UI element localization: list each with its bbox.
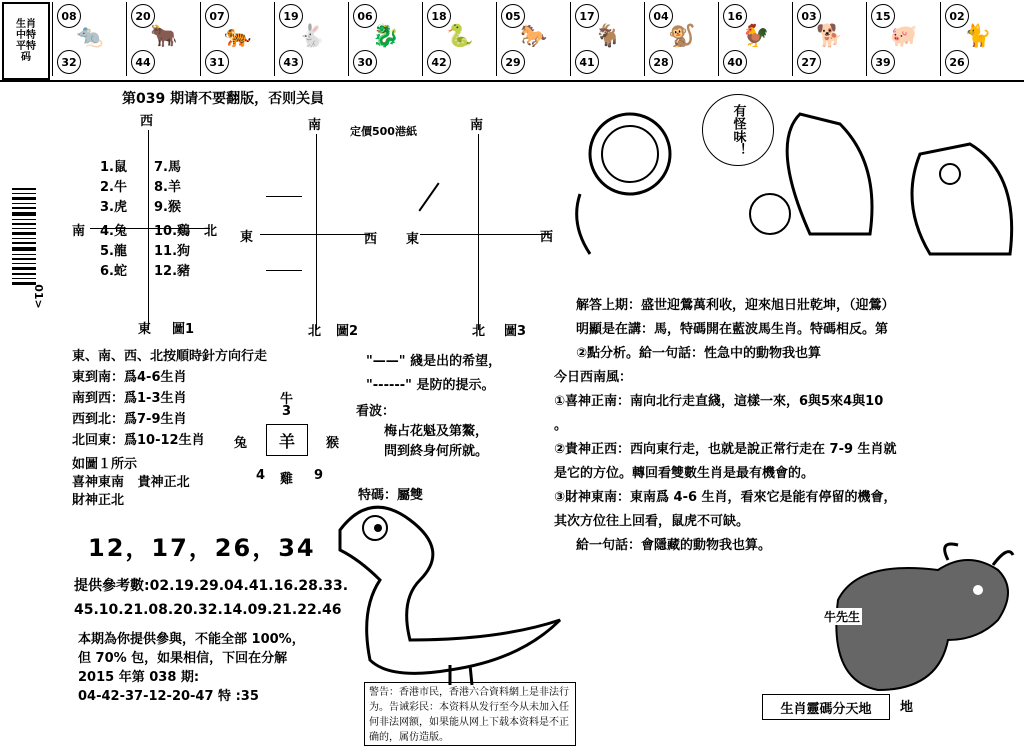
barcode xyxy=(8,186,45,316)
brand-logo xyxy=(2,2,50,80)
horse-icon: 🐎 xyxy=(520,24,548,49)
footer-tail: 地 xyxy=(900,700,914,715)
zodiac-number-bottom: 32 xyxy=(57,50,81,74)
diagram3-left: 東 xyxy=(406,232,420,247)
promo-line: 本期為你提供參與，不能全部 100%， xyxy=(78,632,305,647)
rat-icon: 🐀 xyxy=(76,24,104,49)
dog-icon: 🐕 xyxy=(816,24,844,49)
zodiac-number-bottom: 30 xyxy=(353,50,377,74)
zodiac-header-strip xyxy=(0,0,1024,82)
legend-dashed: "------" 是防的提示。 xyxy=(366,378,495,393)
rule-line: 西到北：爲7-9生肖 xyxy=(72,412,187,427)
warning-box: 警告：香港市民，香港六合資料網上是非法行为。告诫彩民：本资料从发行至今从未加入任何非法网额，如果能从网上下载本资料是不正确的，属仿造版。 xyxy=(364,682,576,746)
analysis-line: 今日西南風： xyxy=(554,370,633,385)
analysis-line: 。 xyxy=(554,418,568,433)
diagram2-caption: 圖2 xyxy=(336,324,359,339)
zodiac-cell xyxy=(792,2,867,76)
as-figure-block xyxy=(72,456,190,510)
cross-bottom: 雞 xyxy=(280,472,294,487)
zodiac-cell xyxy=(866,2,941,76)
diagram1-caption: 圖1 xyxy=(172,322,195,337)
zodiac-cell xyxy=(570,2,645,76)
analysis-line: 解答上期：盛世迎鶯萬利收，迎來旭日壯乾坤，（迎鶯） xyxy=(576,298,895,313)
brand-text-1: 生肖 xyxy=(16,19,36,30)
zodiac-label: 6.蛇 xyxy=(100,264,127,279)
cross-left: 兔 xyxy=(234,436,248,451)
diagram1-bottom: 東 xyxy=(138,322,152,337)
poem-label: 看波： xyxy=(356,404,396,419)
zodiac-number-bottom: 28 xyxy=(649,50,673,74)
brand-text-3: 平特 xyxy=(16,41,36,52)
last-issue-label: 2015 年第 038 期: xyxy=(78,670,200,685)
joy-god: 喜神東南 xyxy=(72,475,125,490)
zodiac-cell xyxy=(348,2,423,76)
analysis-line: ③財神東南：東南爲 4-6 生肖，看來它是能有停留的機會， xyxy=(554,490,897,505)
zodiac-cell xyxy=(496,2,571,76)
zodiac-number-bottom: 44 xyxy=(131,50,155,74)
diagram-1 xyxy=(70,110,240,340)
promo-block xyxy=(78,630,305,706)
poem-line: 問到終身何所就。 xyxy=(384,444,489,459)
zodiac-label: 5.龍 xyxy=(100,244,127,259)
zodiac-label: 2.牛 xyxy=(100,180,127,195)
as-figure-label: 如圖１所示 xyxy=(72,457,138,472)
diagram1-right: 北 xyxy=(204,224,218,239)
price-label: 定價500港紙 xyxy=(350,125,417,138)
zodiac-number-bottom: 43 xyxy=(279,50,303,74)
pig-icon: 🐖 xyxy=(890,24,918,49)
zodiac-number-bottom: 40 xyxy=(723,50,747,74)
zodiac-number-bottom: 41 xyxy=(575,50,599,74)
analysis-line: ①喜神正南：南向北行走直綫，這樣一來，6與5來4與10 xyxy=(554,394,884,409)
speech-bubble-text: 有怪味！ xyxy=(730,104,746,156)
diagram3-bottom: 北 xyxy=(472,324,486,339)
zodiac-number-top: 08 xyxy=(57,4,81,28)
rooster-icon: 🐓 xyxy=(742,24,770,49)
legend-solid: "——" 綫是出的希望， xyxy=(366,354,502,369)
rule-line: 東、南、西、北按順時針方向行走 xyxy=(72,349,268,364)
diagram2-bottom: 北 xyxy=(308,324,322,339)
zodiac-number-bottom: 39 xyxy=(871,50,895,74)
zodiac-cell xyxy=(718,2,793,76)
cat-icon: 🐈 xyxy=(964,24,992,49)
zodiac-cell xyxy=(126,2,201,76)
zodiac-cross xyxy=(230,388,350,488)
ox-icon: 🐂 xyxy=(150,24,178,49)
zodiac-label: 12.豬 xyxy=(154,264,191,279)
line-legend xyxy=(366,350,501,398)
zodiac-cell xyxy=(274,2,349,76)
diagram1-left: 南 xyxy=(72,224,86,239)
tiger-icon: 🐅 xyxy=(224,24,252,49)
zodiac-number-bottom: 31 xyxy=(205,50,229,74)
cross-top-num: 3 xyxy=(282,404,292,419)
diagram3-caption: 圖3 xyxy=(504,324,527,339)
zodiac-number-bottom: 42 xyxy=(427,50,451,74)
diagram2-vertical-line xyxy=(316,134,317,330)
zodiac-number-bottom: 29 xyxy=(501,50,525,74)
zodiac-number-top: 05 xyxy=(501,4,525,28)
dragon-icon: 🐉 xyxy=(372,24,400,49)
diagram1-top: 西 xyxy=(140,114,154,129)
goat-icon: 🐐 xyxy=(594,24,622,49)
zodiac-label: 11.狗 xyxy=(154,244,191,259)
rule-line: 東到南：爲4-6生肖 xyxy=(72,370,187,385)
diagram3-right: 西 xyxy=(540,230,554,245)
snake-icon: 🐍 xyxy=(446,24,474,49)
zodiac-number-bottom: 26 xyxy=(945,50,969,74)
zodiac-number-top: 15 xyxy=(871,4,895,28)
analysis-line: ②貴神正西：西向東行走，也就是說正常行走在 7-9 生肖就 xyxy=(554,442,897,457)
zodiac-label: 9.猴 xyxy=(154,200,181,215)
zodiac-cell xyxy=(940,2,1015,76)
diagram3-vertical-line xyxy=(478,134,479,330)
ox-tag: 牛先生 xyxy=(824,610,861,624)
analysis-line: 是它的方位。轉回看雙數生肖是最有機會的。 xyxy=(554,466,815,481)
diagram3-horizontal-line xyxy=(420,234,550,235)
diagram3-top: 南 xyxy=(470,118,484,133)
wealth-god: 財神正北 xyxy=(72,493,125,508)
promo-line: 但 70% 包，如果相信，下回在分解 xyxy=(78,651,288,666)
rabbit-icon: 🐇 xyxy=(298,24,326,49)
special-code: 特碼：屬雙 xyxy=(358,488,424,503)
cross-bottom-left: 4 xyxy=(256,468,266,483)
zodiac-label: 4.兔 xyxy=(100,224,127,239)
zodiac-label: 7.馬 xyxy=(154,160,181,175)
cross-top: 牛 xyxy=(280,392,294,407)
cartoon-characters xyxy=(570,84,1024,270)
barcode-number: 01> xyxy=(31,284,45,309)
zodiac-number-top: 07 xyxy=(205,4,229,28)
zodiac-number-top: 04 xyxy=(649,4,673,28)
cross-bottom-right: 9 xyxy=(314,468,324,483)
brand-text-2: 中特 xyxy=(16,30,36,41)
zodiac-number-top: 19 xyxy=(279,4,303,28)
zodiac-cell xyxy=(644,2,719,76)
analysis-line: 給一句話：會隱藏的動物我也算。 xyxy=(576,538,772,553)
diagram2-right: 西 xyxy=(364,232,378,247)
zodiac-cell xyxy=(200,2,275,76)
zodiac-number-top: 20 xyxy=(131,4,155,28)
monkey-icon: 🐒 xyxy=(668,24,696,49)
zodiac-label: 10.鷄 xyxy=(154,224,191,239)
diagram2-top: 南 xyxy=(308,118,322,133)
diagram2-dash-upper xyxy=(266,196,302,197)
zodiac-label: 8.羊 xyxy=(154,180,181,195)
recommended-numbers: 12，17，26，34 xyxy=(88,534,316,562)
ref-nums-1: 02.19.29.04.41.16.28.33. xyxy=(149,578,349,594)
zodiac-label: 1.鼠 xyxy=(100,160,127,175)
zodiac-number-top: 18 xyxy=(427,4,451,28)
diagram2-dash-lower xyxy=(266,270,302,271)
rule-line: 南到西：爲1-3生肖 xyxy=(72,391,187,406)
ref-label: 提供參考數: xyxy=(74,578,150,594)
footer-title-box: 生肖靈碼分天地 xyxy=(762,694,890,720)
diagram3-diagonal xyxy=(418,183,439,212)
analysis-line: ②點分析。給一句話：性急中的動物我也算 xyxy=(576,346,822,361)
analysis-line: 明顯是在講：馬，特碼開在藍波馬生肖。特碼相反。第 xyxy=(576,322,889,337)
brand-text-4: 码 xyxy=(21,52,31,63)
speech-bubble xyxy=(702,94,774,166)
poem-block xyxy=(356,402,488,462)
zodiac-number-top: 06 xyxy=(353,4,377,28)
diagram2-horizontal-line xyxy=(260,234,370,235)
zodiac-number-top: 17 xyxy=(575,4,599,28)
poem-line: 梅占花魁及第鰲， xyxy=(384,424,489,439)
noble-god: 貴神正北 xyxy=(137,475,190,490)
ref-nums-2: 45.10.21.08.20.32.14.09.21.22.46 xyxy=(74,602,342,618)
diagram-2 xyxy=(236,110,396,340)
zodiac-number-top: 16 xyxy=(723,4,747,28)
diagram-3 xyxy=(400,110,570,340)
zodiac-number-top: 03 xyxy=(797,4,821,28)
diagram1-col2 xyxy=(154,158,214,282)
issue-line: 第039 期请不要翻版，否则关員 xyxy=(122,91,325,107)
analysis-block xyxy=(554,294,897,558)
zodiac-cell xyxy=(422,2,497,76)
last-issue-result: 04-42-37-12-20-47 特 :35 xyxy=(78,689,259,704)
bird-cartoon xyxy=(300,490,580,690)
diagram1-vertical-line xyxy=(148,130,149,330)
cross-right: 猴 xyxy=(326,436,340,451)
rule-line: 北回東：爲10-12生肖 xyxy=(72,433,205,448)
zodiac-number-bottom: 27 xyxy=(797,50,821,74)
diagram2-left: 東 xyxy=(240,230,254,245)
zodiac-label: 3.虎 xyxy=(100,200,127,215)
zodiac-cell xyxy=(52,2,127,76)
zodiac-number-top: 02 xyxy=(945,4,969,28)
cross-center: 羊 xyxy=(266,424,308,456)
analysis-line: 其次方位往上回看，鼠虎不可缺。 xyxy=(554,514,750,529)
diagram1-col1 xyxy=(100,158,144,282)
